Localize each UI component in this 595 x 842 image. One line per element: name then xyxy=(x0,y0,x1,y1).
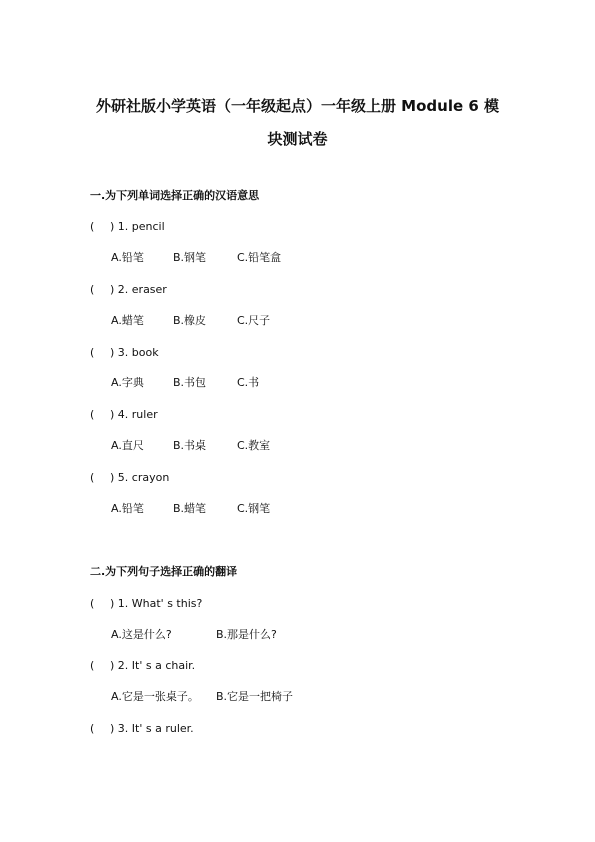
option-c: C.教室 xyxy=(237,439,271,452)
question-text: ) 2. eraser xyxy=(110,283,167,296)
section-1-heading: 一.为下列单词选择正确的汉语意思 xyxy=(90,189,260,202)
option-c: C.尺子 xyxy=(237,314,271,327)
answer-blank: ( xyxy=(90,659,95,672)
answer-blank: ( xyxy=(90,597,95,610)
s1-question-4 xyxy=(90,408,158,422)
s2-question-2 xyxy=(90,659,195,673)
question-text: ) 2. It' s a chair. xyxy=(110,659,196,672)
option-b: B.书桌 xyxy=(173,439,207,452)
option-b: B.书包 xyxy=(173,376,207,389)
s2-question-1 xyxy=(90,597,202,611)
option-c: C.书 xyxy=(237,376,260,389)
s1-question-2 xyxy=(90,283,167,297)
option-b: B.橡皮 xyxy=(173,314,207,327)
option-a: A.这是什么? xyxy=(111,628,172,641)
option-c: C.铅笔盒 xyxy=(237,251,282,264)
option-a: A.直尺 xyxy=(111,439,144,452)
option-a: A.它是一张桌子。 xyxy=(111,690,199,703)
question-text: ) 3. book xyxy=(110,346,159,359)
s1-question-3 xyxy=(90,346,159,360)
option-a: A.蜡笔 xyxy=(111,314,144,327)
answer-blank: ( xyxy=(90,408,95,421)
answer-blank: ( xyxy=(90,346,95,359)
option-b: B.那是什么? xyxy=(216,628,277,641)
answer-blank: ( xyxy=(90,220,95,233)
s1-question-1 xyxy=(90,220,165,234)
answer-blank: ( xyxy=(90,471,95,484)
answer-blank: ( xyxy=(90,283,95,296)
section-2-heading: 二.为下列句子选择正确的翻译 xyxy=(90,565,238,578)
option-c: C.钢笔 xyxy=(237,502,271,515)
question-text: ) 3. It' s a ruler. xyxy=(110,722,194,735)
document-title-line-1: 外研社版小学英语（一年级起点）一年级上册 Module 6 模 xyxy=(95,97,500,115)
document-title-line-2: 块测试卷 xyxy=(267,130,328,148)
option-a: A.字典 xyxy=(111,376,144,389)
question-text: ) 5. crayon xyxy=(110,471,170,484)
s1-question-5 xyxy=(90,471,169,485)
s2-question-3 xyxy=(90,722,194,736)
option-b: B.钢笔 xyxy=(173,251,207,264)
option-b: B.蜡笔 xyxy=(173,502,207,515)
answer-blank: ( xyxy=(90,722,95,735)
option-a: A.铅笔 xyxy=(111,502,144,515)
question-text: ) 1. What' s this? xyxy=(110,597,203,610)
question-text: ) 4. ruler xyxy=(110,408,158,421)
option-a: A.铅笔 xyxy=(111,251,144,264)
question-text: ) 1. pencil xyxy=(110,220,165,233)
option-b: B.它是一把椅子 xyxy=(216,690,294,703)
